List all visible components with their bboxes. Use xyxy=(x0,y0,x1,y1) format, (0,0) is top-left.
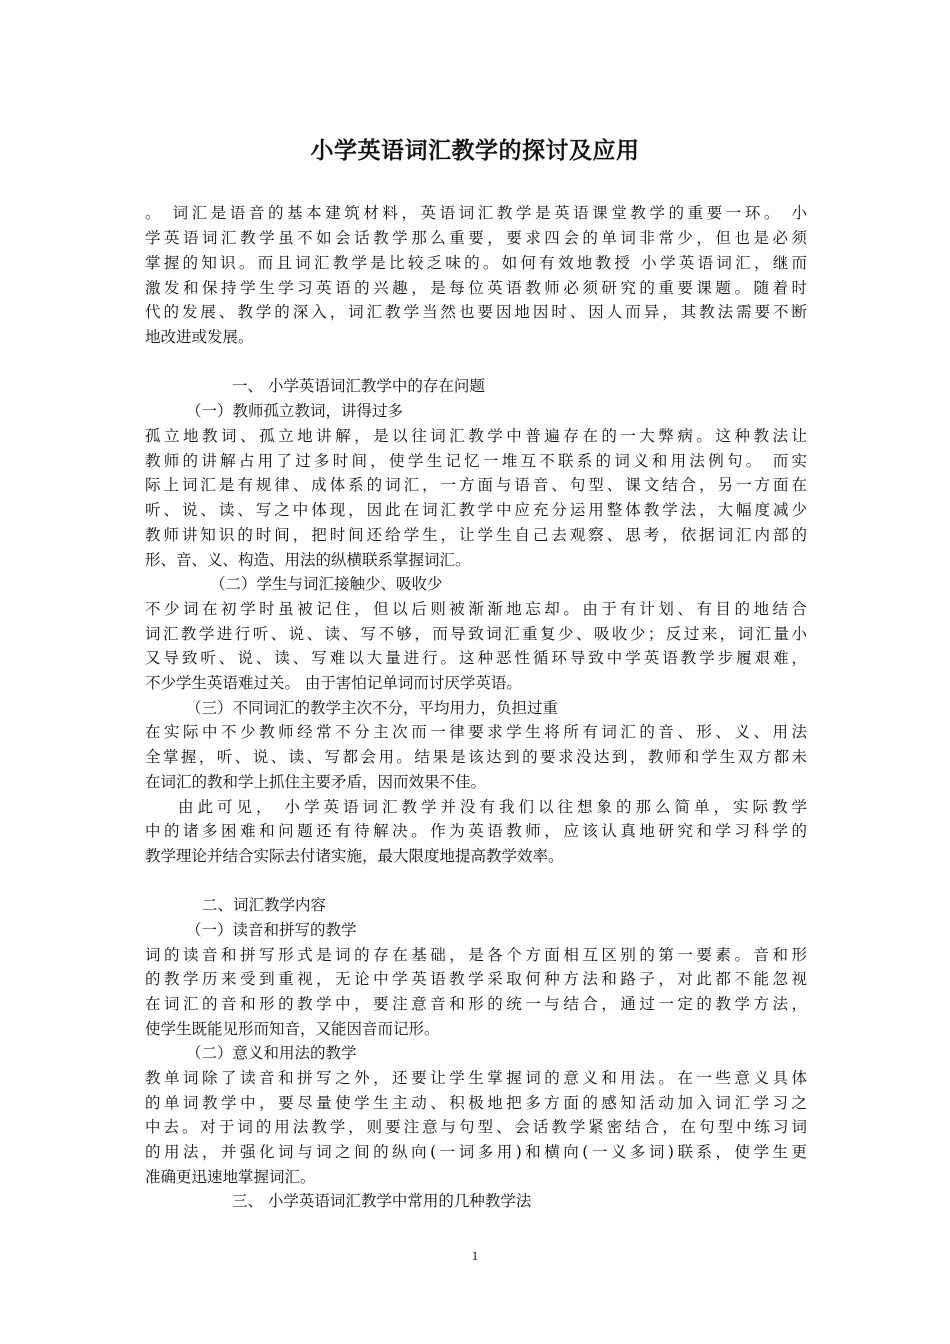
section-heading: 一、 小学英语词汇教学中的存在问题 xyxy=(232,377,485,395)
paragraph-line: 教师的讲解占用了过多时间，使学生记忆一堆互不联系的词义和用法例句。 而实 xyxy=(145,452,807,470)
paragraph-line: 不少学生英语难过关。 由于害怕记单词而讨厌学英语。 xyxy=(145,674,522,692)
page-number: 1 xyxy=(471,1248,479,1263)
paragraph-line: 的单词教学中，要尽量使学生主动、积极地把多方面的感知活动加入词汇学习之 xyxy=(145,1094,807,1112)
paragraph-line: 词汇教学进行听、说、读、写不够，而导致词汇重复少、吸收少；反过来，词汇量小 xyxy=(145,625,807,643)
paragraph-line: 准确更迅速地掌握词汇。 xyxy=(145,1168,316,1186)
paragraph-line: 孤立地教词、孤立地讲解，是以往词汇教学中普遍存在的一大弊病。这种教法让 xyxy=(145,427,807,445)
paragraph-line: 的教学历来受到重视，无论中学英语教学采取何种方法和路子，对此都不能忽视 xyxy=(145,970,807,988)
intro-line: 掌握的知识。而且词汇教学是比较乏味的。如何有效地教授 小学英语词汇，继而 xyxy=(145,254,807,272)
subsection-heading: （一）教师孤立教词，讲得过多 xyxy=(186,402,404,420)
subsection-heading: （二）学生与词汇接触少、吸收少 xyxy=(210,575,443,593)
paragraph-line: 中的诸多困难和问题还有待解决。作为英语教师，应该认真地研究和学习科学的 xyxy=(145,822,807,840)
paragraph-line: 教师讲知识的时间，把时间还给学生，让学生自己去观察、思考，依据词汇内部的 xyxy=(145,526,807,544)
paragraph-line: 使学生既能见形而知音，又能因音而记形。 xyxy=(145,1020,440,1038)
paragraph-line: 形、音、义、构造、用法的纵横联系掌握词汇。 xyxy=(145,551,471,569)
paragraph-line: 在词汇的音和形的教学中，要注意音和形的统一与结合，通过一定的教学方法， xyxy=(145,995,807,1013)
intro-line: 学英语词汇教学虽不如会话教学那么重要，要求四会的单词非常少，但也是必须 xyxy=(145,229,807,247)
paragraph-line: 教单词除了读音和拼写之外，还要让学生掌握词的意义和用法。在一些意义具体 xyxy=(145,1069,807,1087)
paragraph-line: 由此可见， 小学英语词汇教学并没有我们以往想象的那么简单，实际教学 xyxy=(178,798,807,816)
paragraph-line: 教学理论并结合实际去付诸实施，最大限度地提高教学效率。 xyxy=(145,847,564,865)
subsection-heading: （二）意义和用法的教学 xyxy=(186,1044,357,1062)
paragraph-line: 际上词汇是有规律、成体系的词汇，一方面与语音、句型、课文结合，另一方面在 xyxy=(145,476,807,494)
section-heading: 三、 小学英语词汇教学中常用的几种教学法 xyxy=(232,1192,532,1210)
paragraph-line: 在词汇的教和学上抓住主要矛盾，因而效果不佳。 xyxy=(145,773,487,791)
paragraph-line: 中去。对于词的用法教学，则要注意与句型、会话教学紧密结合，在句型中练习词 xyxy=(145,1118,807,1136)
document-title: 小学英语词汇教学的探讨及应用 xyxy=(310,138,640,164)
subsection-heading: （一）读音和拼写的教学 xyxy=(186,921,357,939)
intro-line: 地改进或发展。 xyxy=(145,328,254,346)
paragraph-line: 不少词在初学时虽被记住，但以后则被渐渐地忘却。由于有计划、有目的地结合 xyxy=(145,600,807,618)
paragraph-line: 词的读音和拼写形式是词的存在基础，是各个方面相互区别的第一要素。音和形 xyxy=(145,946,807,964)
paragraph-line: 的用法，并强化词与词之间的纵向(一词多用)和横向(一义多词)联系，使学生更 xyxy=(145,1143,807,1161)
paragraph-line: 又导致听、说、读、写难以大量进行。这种恶性循环导致中学英语教学步履艰难， xyxy=(145,649,807,667)
section-heading: 二、词汇教学内容 xyxy=(202,896,327,914)
intro-line: 。 词汇是语音的基本建筑材料，英语词汇教学是英语课堂教学的重要一环。 小 xyxy=(145,204,807,222)
subsection-heading: （三）不同词汇的教学主次不分，平均用力，负担过重 xyxy=(186,699,559,717)
intro-line: 激发和保持学生学习英语的兴趣，是每位英语教师必须研究的重要课题。随着时 xyxy=(145,279,807,297)
intro-line: 代的发展、教学的深入，词汇教学当然也要因地因时、因人而异，其教法需要不断 xyxy=(145,303,807,321)
paragraph-line: 听、说、读、写之中体现，因此在词汇教学中应充分运用整体教学法，大幅度减少 xyxy=(145,501,807,519)
paragraph-line: 在实际中不少教师经常不分主次而一律要求学生将所有词汇的音、形、义、用法 xyxy=(145,723,807,741)
paragraph-line: 全掌握，听、说、读、写都会用。结果是该达到的要求没达到，教师和学生双方都未 xyxy=(145,748,807,766)
